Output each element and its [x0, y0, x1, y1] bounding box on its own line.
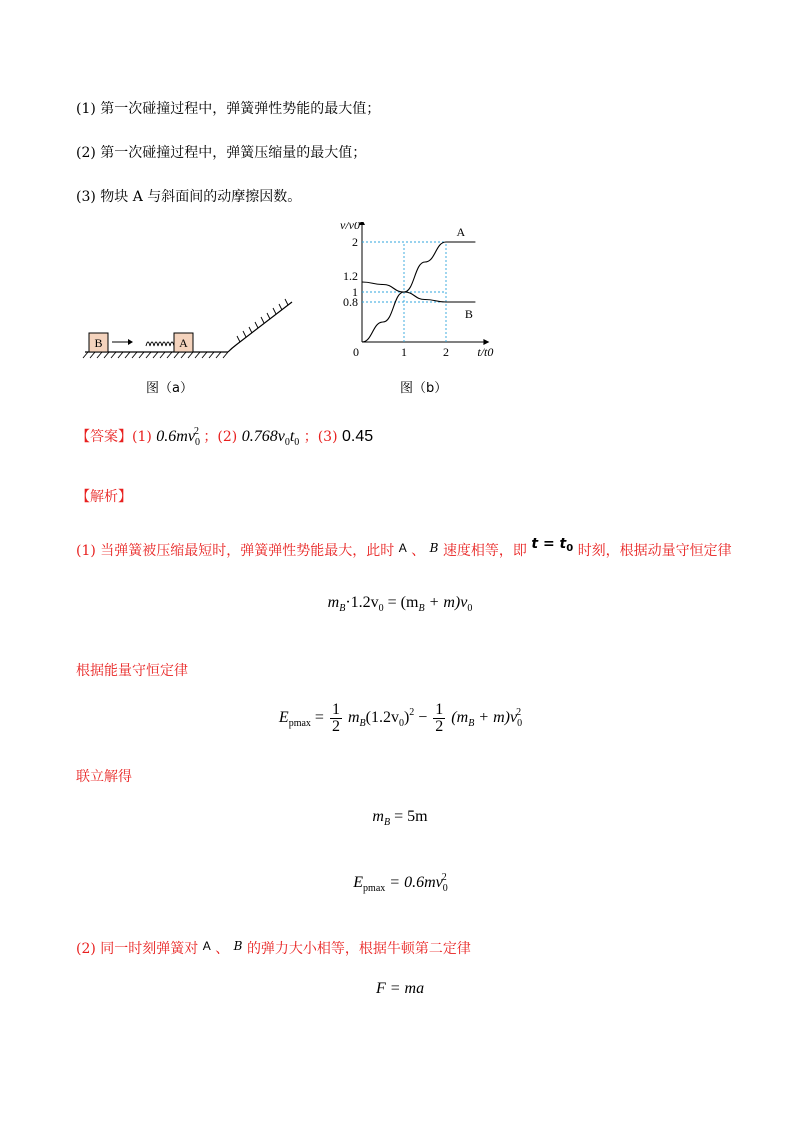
y-tick-label: 2	[352, 235, 358, 249]
symbol-t-t0: $t = t_0$	[531, 536, 574, 554]
answer-2-value: $0.768v_0t_0$	[241, 428, 300, 448]
analysis-step-1: (1) 当弹簧被压缩最短时，弹簧弹性势能最大，此时 A 、 B 速度相等，即 $t = t_0$ 时刻，根据动量守恒定律	[76, 536, 732, 559]
ground-hatching	[83, 352, 228, 358]
equation-momentum: $m_B\cdot 1.2v_0 = (m_B + m)v_0$	[327, 594, 473, 614]
question-1: (1) 第一次碰撞过程中，弹簧弹性势能的最大值；	[76, 101, 381, 117]
figure-a-caption: 图（a）	[146, 381, 193, 396]
answer-label: 【答案】	[76, 429, 132, 445]
question-2: (2) 第一次碰撞过程中，弹簧压缩量的最大值；	[76, 145, 367, 161]
answer-1-prefix: (1)	[132, 429, 152, 445]
incline	[228, 302, 292, 352]
equation-energy: $E_{pmax}$ = $\frac{1}{2}$ $m_B(1.2v_0)^2$ − $\frac{1}{2}$ $(m_B + m)v_0^2$	[278, 701, 523, 735]
analysis-step-2: (2) 同一时刻弹簧对 A 、 B 的弹力大小相等，根据牛顿第二定律	[76, 939, 471, 957]
x-axis-label: t/t0	[477, 345, 494, 359]
spring	[146, 342, 178, 346]
equation-newton: F = ma	[375, 980, 425, 997]
y-tick-label: 0.8	[343, 295, 358, 309]
answer-line	[76, 426, 373, 448]
y-axis-label: v/v0	[340, 222, 360, 232]
y-tick-label: 1	[352, 285, 358, 299]
analysis-label: 【解析】	[76, 489, 132, 505]
block-a-label: A	[179, 336, 188, 350]
figure-b-caption: 图（b）	[400, 381, 448, 396]
figure-a	[80, 290, 310, 390]
x-tick-label: 0	[353, 345, 359, 359]
figure-b-chart	[330, 222, 520, 367]
incline-hatching	[237, 299, 288, 342]
symbol-a: A	[398, 541, 407, 555]
block-b-label: B	[94, 336, 103, 350]
energy-text: 根据能量守恒定律	[76, 663, 188, 679]
symbol-b-2: B	[233, 939, 243, 953]
y-tick-label: 1.2	[343, 269, 358, 283]
equation-mass: $m_B = 5m$	[372, 808, 428, 828]
question-3: (3) 物块 A 与斜面间的动摩擦因数。	[76, 189, 302, 205]
answer-2-prefix: ；(2)	[203, 429, 238, 445]
answer-1-value: $0.6mv_0^2$	[156, 426, 200, 448]
curve-a-label: A	[456, 225, 466, 239]
x-tick-label: 1	[401, 345, 407, 359]
solve-text: 联立解得	[76, 769, 132, 785]
x-tick-label: 2	[443, 345, 449, 359]
symbol-b: B	[429, 541, 439, 555]
symbol-a-2: A	[202, 939, 211, 953]
equation-epmax: $E_{pmax} = 0.6mv_0^2$	[353, 872, 448, 894]
answer-3-prefix: ；(3)	[303, 429, 338, 445]
answer-3-value: 0.45	[342, 428, 374, 445]
curve-b-label: B	[464, 307, 473, 321]
